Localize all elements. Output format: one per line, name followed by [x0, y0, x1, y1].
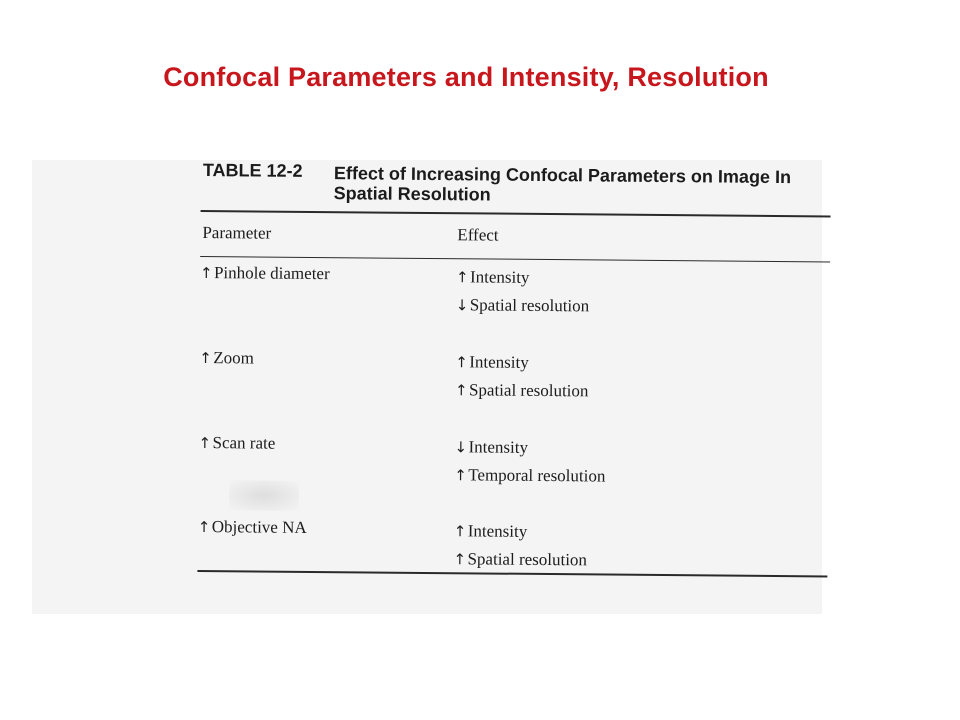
parameter-label: Scan rate [212, 433, 276, 453]
arrow-down-icon: ↓ [454, 438, 468, 457]
parameter-label: Pinhole diameter [213, 263, 330, 284]
table-top-rule [201, 210, 831, 217]
effect-label: Intensity [468, 437, 529, 457]
row-parameter [198, 433, 275, 454]
scanned-table-image [32, 160, 822, 614]
row-effect [455, 352, 529, 373]
row-parameter [199, 348, 254, 368]
row-parameter [200, 263, 330, 284]
table-row [31, 262, 821, 316]
row-effect [453, 549, 587, 570]
parameter-label: Zoom [213, 348, 254, 368]
column-header-parameter: Parameter [202, 223, 272, 243]
table-row [29, 516, 819, 570]
effect-label: Spatial resolution [467, 549, 588, 570]
row-effect [456, 295, 590, 316]
table-label: TABLE 12-2 [202, 160, 303, 181]
effect-label: Spatial resolution [469, 295, 590, 316]
table-caption [334, 163, 834, 207]
effect-label: Spatial resolution [468, 380, 589, 401]
arrow-up-icon: ↑ [454, 381, 468, 400]
column-header-effect: Effect [457, 225, 499, 245]
row-effect [456, 267, 530, 288]
slide-title: Confocal Parameters and Intensity, Resolution [163, 62, 769, 92]
effect-label: Temporal resolution [468, 465, 606, 486]
effect-label: Intensity [469, 352, 529, 372]
row-parameter [198, 517, 307, 538]
table-header-rule [200, 256, 830, 262]
arrow-up-icon: ↑ [453, 550, 467, 569]
arrow-up-icon: ↑ [454, 466, 467, 485]
table-caption-line-1: Effect of Increasing Confocal Parameters on Image In [333, 163, 792, 188]
table-row [30, 432, 820, 486]
table-caption-line-2: Spatial Resolution [333, 183, 491, 205]
row-effect [454, 465, 605, 486]
effect-label: Intensity [467, 521, 528, 541]
arrow-up-icon: ↑ [455, 268, 469, 287]
arrow-up-icon: ↑ [199, 348, 212, 368]
table-bottom-rule [197, 570, 827, 577]
arrow-up-icon: ↑ [197, 517, 211, 537]
effect-label: Intensity [469, 267, 530, 287]
arrow-down-icon: ↓ [455, 296, 469, 315]
arrow-up-icon: ↑ [455, 353, 468, 372]
scan-smudge [229, 480, 299, 511]
table-row [30, 347, 820, 401]
arrow-up-icon: ↑ [198, 433, 212, 453]
parameter-label: Objective NA [211, 517, 307, 537]
row-effect [454, 521, 528, 542]
row-effect [455, 380, 589, 401]
row-effect [454, 437, 528, 458]
arrow-up-icon: ↑ [199, 263, 213, 283]
arrow-up-icon: ↑ [453, 522, 467, 541]
